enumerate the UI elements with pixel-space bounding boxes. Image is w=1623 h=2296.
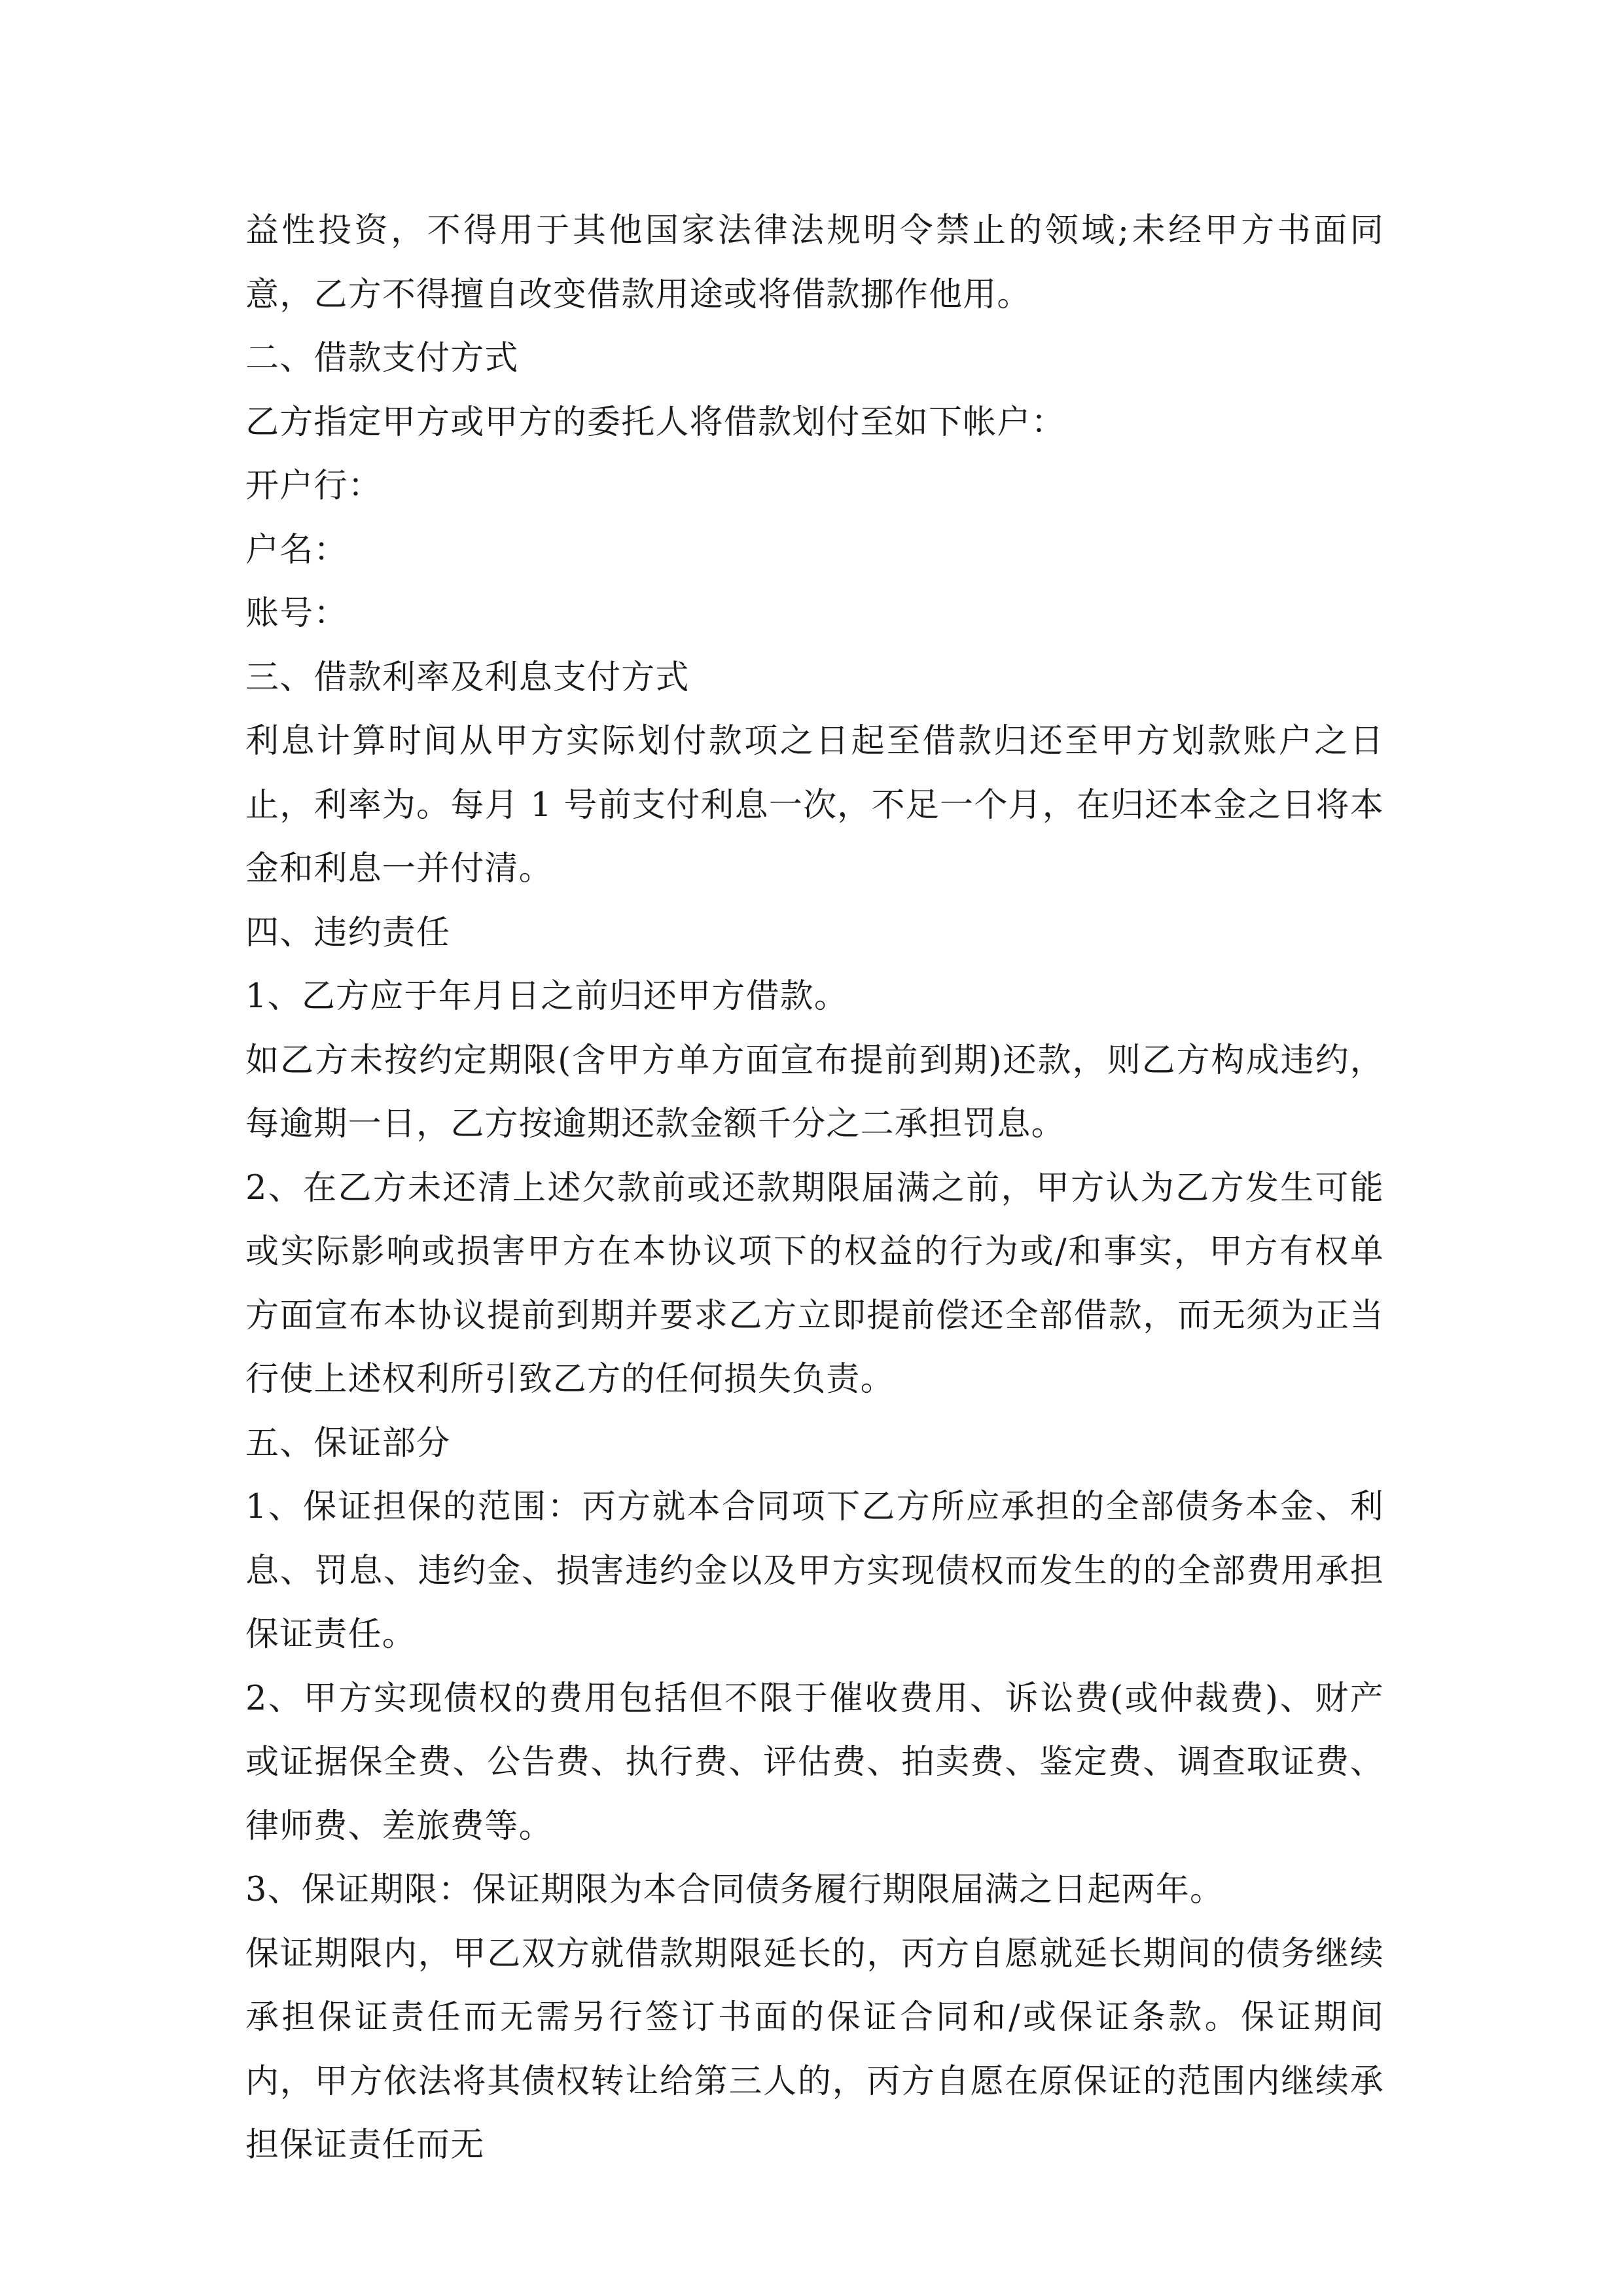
paragraph-account-instruction: 乙方指定甲方或甲方的委托人将借款划付至如下帐户： — [245, 403, 1065, 442]
field-bank-label: 开户行： — [245, 467, 382, 505]
field-account-name-label: 户名： — [245, 530, 348, 569]
paragraph-late-penalty: 如乙方未按约定期限(含甲方单方面宣布提前到期)还款，则乙方构成违约，每逾期一日，乙方按逾期还款金额千分之二承担罚息。 — [245, 1041, 1384, 1143]
document-body — [245, 199, 1384, 2178]
clause-guarantee-1: 1、保证担保的范围：丙方就本合同项下乙方所应承担的全部债务本金、利息、罚息、违约金、损害违约金以及甲方实现债权而发生的的全部费用承担保证责任。 — [245, 1488, 1384, 1654]
field-account-number-label: 账号： — [245, 594, 348, 633]
clause-breach-1: 1、乙方应于年月日之前归还甲方借款。 — [245, 977, 849, 1016]
clause-guarantee-3: 3、保证期限：保证期限为本合同债务履行期限届满之日起两年。 — [245, 1871, 1224, 1909]
clause-guarantee-2: 2、甲方实现债权的费用包括但不限于催收费用、诉讼费(或仲裁费)、财产或证据保全费、公告费、执行费、评估费、拍卖费、鉴定费、调查取证费、律师费、差旅费等。 — [245, 1679, 1384, 1846]
section-heading-payment-method: 二、借款支付方式 — [245, 339, 519, 378]
section-heading-interest: 三、借款利率及利息支付方式 — [245, 658, 690, 697]
paragraph-interest-terms: 利息计算时间从甲方实际划付款项之日起至借款归还至甲方划款账户之日止，利率为。每月 1 号前支付利息一次，不足一个月，在归还本金之日将本金和利息一并付清。 — [245, 722, 1384, 888]
paragraph-loan-purpose: 益性投资，不得用于其他国家法律法规明令禁止的领域;未经甲方书面同意，乙方不得擅自改变借款用途或将借款挪作他用。 — [245, 211, 1384, 314]
paragraph-guarantee-period: 保证期限内，甲乙双方就借款期限延长的，丙方自愿就延长期间的债务继续承担保证责任而无需另行签订书面的保证合同和/或保证条款。保证期间内，甲方依法将其债权转让给第三人的，丙方自愿在原保证的范围内继续承担保证责任而无 — [245, 1934, 1384, 2164]
section-heading-breach: 四、违约责任 — [245, 913, 451, 952]
clause-breach-2: 2、在乙方未还清上述欠款前或还款期限届满之前，甲方认为乙方发生可能或实际影响或损害甲方在本协议项下的权益的行为或/和事实，甲方有权单方面宣布本协议提前到期并要求乙方立即提前偿还全部借款，而无须为正当行使上述权利所引致乙方的任何损失负责。 — [245, 1168, 1384, 1399]
section-heading-guarantee: 五、保证部分 — [245, 1424, 451, 1463]
